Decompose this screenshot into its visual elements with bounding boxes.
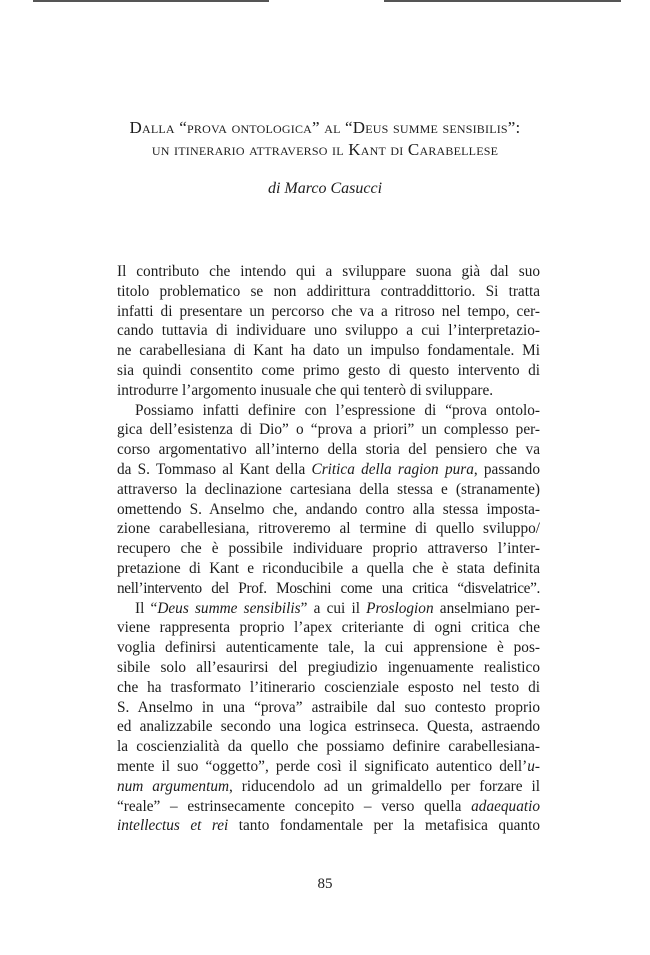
top-rule-left [33,0,269,2]
title-line-1: Dalla “prova ontologica” al “Deus summe sensibilis”: [129,118,521,137]
body-line: pretazione di Kant e riconducibile a quella che è stata definita [117,559,540,577]
body-line: sibile solo all’esaurirsi del pregiudizio ingenuamente realistico [117,658,540,676]
body-line: voglia definirsi autenticamente tale, la cui apprensione è pos- [117,639,540,657]
body-line: attraverso la declinazione cartesiana della stessa e (stranamente) [117,480,540,498]
body-line: S. Anselmo in una “prova” astraibile dal suo contesto proprio [117,698,540,716]
body-line: introdurre l’argomento inusuale che qui tenterò di sviluppare. [117,381,494,399]
chapter-title [0,117,650,161]
body-line: cando tuttavia di individuare uno sviluppo a cui l’interpretazio- [117,322,540,340]
body-line: che ha trasformato l’itinerario coscienziale esposto nel testo di [117,678,540,696]
title-line-2: un itinerario attraverso il Kant di Carabellese [151,140,499,159]
body-line: ne carabellesiana di Kant ha dato un impulso fondamentale. Mi [117,342,540,360]
body-line: zione carabellesiana, ritroveremo al termine di quello sviluppo/ [117,520,540,538]
body-line: gica dell’esistenza di Dio” o “prova a priori” un complesso per- [117,421,540,439]
body-line: nell’intervento del Prof. Moschini come una critica “disvelatrice”. [117,579,540,597]
body-line: Possiamo infatti definire con l’espressione di “prova ontolo- [135,401,540,419]
page-number: 85 [317,876,333,892]
body-line: Il “Deus summe sensibilis” a cui il Proslogion anselmiano per- [135,599,540,617]
body-line: recupero che è possibile individuare proprio attraverso l’inter- [117,540,540,558]
body-line: mente il suo “oggetto”, perde così il significato autentico dell’u- [117,757,540,775]
body-line: ed analizzabile secondo una logica estrinseca. Questa, astraendo [117,718,540,736]
body-line: Il contributo che intendo qui a sviluppare suona già dal suo [117,263,540,280]
author-byline: di Marco Casucci [267,180,383,197]
body-line: num argumentum, riducendolo ad un grimaldello per forzare il [117,777,540,795]
body-line: la coscienzialità da quello che possiamo definire carabellesiana- [117,738,540,756]
body-line: viene rappresenta proprio l’apex criteriante di ogni critica che [117,619,540,637]
body-line: corso argomentativo all’interno della storia del pensiero che va [117,441,540,459]
body-line: titolo problematico se non addirittura contraddittorio. Si tratta [117,282,540,300]
body-line: intellectus et rei tanto fondamentale per la metafisica quanto [117,817,540,835]
body-line: sia quindi consentito come primo gesto di questo intervento di [117,361,540,379]
body-line: da S. Tommaso al Kant della Critica della ragion pura, passando [117,460,540,478]
body-line: infatti di presentare un percorso che va a ritroso nel tempo, cer- [117,302,540,320]
body-text [117,262,540,836]
body-line: “reale” – estrinsecamente concepito – verso quella adaequatio [117,797,540,815]
top-rule-right [384,0,621,2]
body-line: omettendo S. Anselmo che, andando contro alla stessa imposta- [117,500,540,518]
